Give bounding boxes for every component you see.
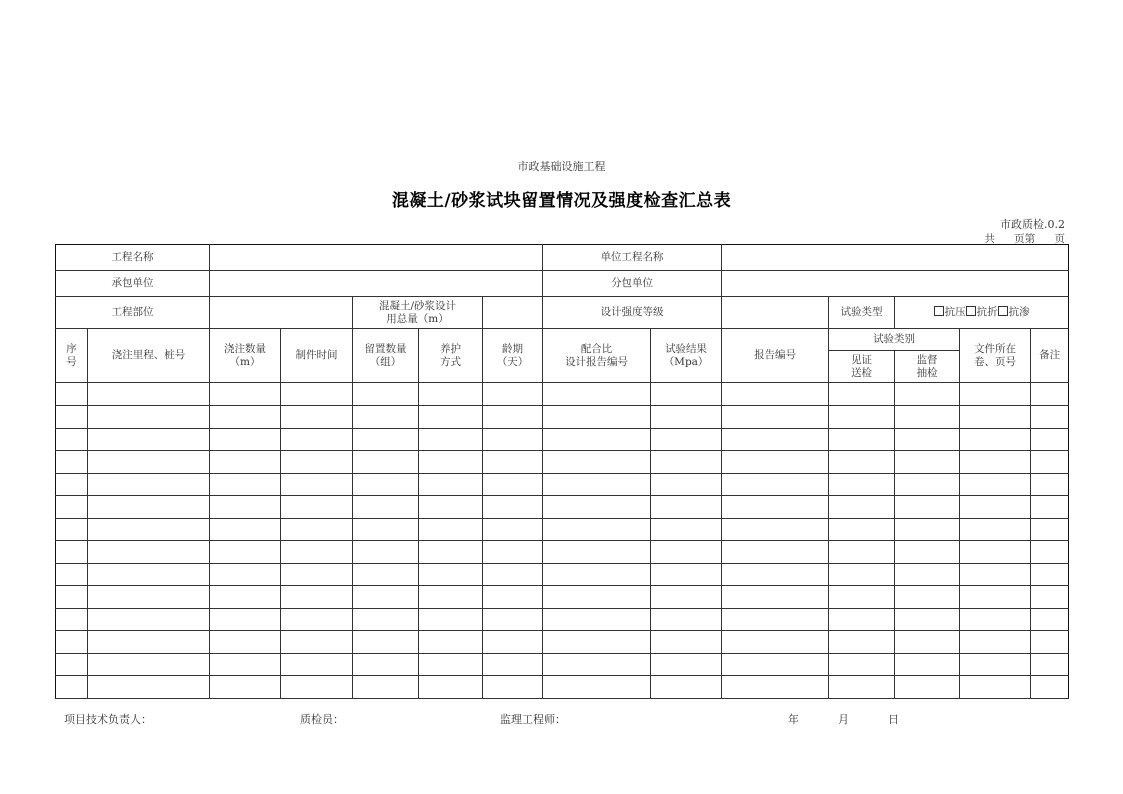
table-cell[interactable] (281, 564, 353, 586)
table-cell[interactable] (960, 496, 1031, 519)
table-row (56, 496, 1069, 519)
table-cell[interactable] (483, 429, 543, 451)
col-age-line2: （天） (496, 355, 529, 368)
table-cell[interactable] (960, 586, 1031, 609)
table-cell[interactable] (281, 676, 353, 699)
table-cell[interactable] (543, 631, 651, 654)
table-cell[interactable] (722, 519, 829, 541)
col-file-line2: 卷、页号 (974, 355, 1017, 368)
col-qty-line2: （m） (229, 355, 261, 368)
table-cell[interactable] (281, 586, 353, 609)
table-cell[interactable] (895, 474, 960, 496)
table-cell[interactable] (353, 541, 419, 564)
table-cell[interactable] (1031, 451, 1069, 474)
table-cell[interactable] (543, 406, 651, 429)
table-cell[interactable] (353, 631, 419, 654)
table-cell[interactable] (56, 676, 88, 699)
table-cell[interactable] (651, 496, 722, 519)
table-cell[interactable] (281, 406, 353, 429)
col-seq-header (56, 329, 88, 383)
table-cell[interactable] (543, 451, 651, 474)
table-cell[interactable] (829, 406, 895, 429)
table-cell[interactable] (722, 429, 829, 451)
table-cell[interactable] (543, 609, 651, 631)
table-cell[interactable] (56, 496, 88, 519)
col-keep-header (353, 329, 419, 383)
table-cell[interactable] (1031, 541, 1069, 564)
table-cell[interactable] (281, 496, 353, 519)
table-cell[interactable] (960, 406, 1031, 429)
table-cell[interactable] (960, 631, 1031, 654)
table-cell[interactable] (483, 519, 543, 541)
test-type-label: 试验类型 (829, 297, 895, 329)
table-cell[interactable] (281, 519, 353, 541)
table-cell[interactable] (1031, 383, 1069, 406)
table-cell[interactable] (960, 541, 1031, 564)
col-result-line1: 试验结果 (665, 342, 708, 355)
table-cell[interactable] (651, 451, 722, 474)
data-rows (56, 383, 1069, 699)
table-cell[interactable] (543, 586, 651, 609)
table-cell[interactable] (419, 474, 483, 496)
table-cell[interactable] (651, 474, 722, 496)
table-cell[interactable] (419, 609, 483, 631)
table-cell[interactable] (895, 586, 960, 609)
table-cell[interactable] (88, 586, 210, 609)
table-cell[interactable] (56, 474, 88, 496)
table-cell[interactable] (895, 519, 960, 541)
table-cell[interactable] (56, 631, 88, 654)
table-cell[interactable] (543, 383, 651, 406)
col-age-header (483, 329, 543, 383)
table-cell[interactable] (419, 406, 483, 429)
table-cell[interactable] (88, 383, 210, 406)
table-cell[interactable] (353, 654, 419, 676)
table-cell[interactable] (483, 631, 543, 654)
col-result-header (651, 329, 722, 383)
checkbox-flexural[interactable] (966, 306, 976, 316)
table-cell[interactable] (88, 676, 210, 699)
table-cell[interactable] (722, 564, 829, 586)
table-cell[interactable] (353, 474, 419, 496)
table-cell[interactable] (960, 519, 1031, 541)
table-cell[interactable] (210, 676, 281, 699)
supervisor-signature: 监理工程师： (500, 713, 566, 726)
table-cell[interactable] (651, 541, 722, 564)
table-cell[interactable] (1031, 564, 1069, 586)
grade-field[interactable] (722, 297, 829, 329)
table-cell[interactable] (88, 406, 210, 429)
table-cell[interactable] (829, 496, 895, 519)
table-cell[interactable] (543, 654, 651, 676)
table-cell[interactable] (56, 586, 88, 609)
col-witness-header (829, 351, 895, 383)
col-age-line1: 龄期 (502, 342, 524, 355)
table-cell[interactable] (829, 654, 895, 676)
table-cell[interactable] (960, 429, 1031, 451)
table-cell[interactable] (88, 429, 210, 451)
table-cell[interactable] (829, 609, 895, 631)
table-cell[interactable] (651, 383, 722, 406)
test-type-options (895, 297, 1069, 329)
table-cell[interactable] (419, 451, 483, 474)
unit-project-field[interactable] (722, 245, 1069, 271)
page-mid-label: 页第 (1014, 233, 1036, 245)
table-cell[interactable] (722, 406, 829, 429)
col-mix-line2: 设计报告编号 (565, 355, 629, 368)
checkbox-compression[interactable] (934, 306, 944, 316)
table-row (56, 519, 1069, 541)
date-month: 月 (838, 713, 849, 726)
col-result-line2: （Mpa） (663, 355, 709, 368)
table-cell[interactable] (210, 654, 281, 676)
table-cell[interactable] (353, 586, 419, 609)
table-cell[interactable] (483, 451, 543, 474)
table-cell[interactable] (829, 474, 895, 496)
table-cell[interactable] (210, 429, 281, 451)
table-cell[interactable] (829, 564, 895, 586)
table-cell[interactable] (960, 609, 1031, 631)
table-cell[interactable] (722, 631, 829, 654)
table-cell[interactable] (56, 429, 88, 451)
table-cell[interactable] (210, 609, 281, 631)
table-cell[interactable] (419, 519, 483, 541)
table-cell[interactable] (353, 383, 419, 406)
table-cell[interactable] (56, 451, 88, 474)
table-row (56, 631, 1069, 654)
table-cell[interactable] (353, 451, 419, 474)
date-year: 年 (788, 713, 799, 726)
page-end-label: 页 (1054, 233, 1065, 245)
table-cell[interactable] (419, 429, 483, 451)
table-cell[interactable] (829, 451, 895, 474)
table-cell[interactable] (483, 541, 543, 564)
table-row (56, 654, 1069, 676)
option-impermeability: 抗渗 (1008, 306, 1030, 318)
table-cell[interactable] (1031, 519, 1069, 541)
table-row (56, 676, 1069, 699)
unit-project-label: 单位工程名称 (543, 245, 722, 271)
col-supervise-line2: 抽检 (916, 366, 938, 379)
table-cell[interactable] (88, 609, 210, 631)
table-cell[interactable] (483, 496, 543, 519)
table-cell[interactable] (210, 406, 281, 429)
table-cell[interactable] (895, 631, 960, 654)
table-cell[interactable] (353, 429, 419, 451)
table-cell[interactable] (353, 519, 419, 541)
table-cell[interactable] (281, 541, 353, 564)
col-mix-line1: 配合比 (580, 342, 613, 355)
table-cell[interactable] (543, 429, 651, 451)
contractor-label: 承包单位 (56, 271, 210, 297)
table-cell[interactable] (483, 586, 543, 609)
table-cell[interactable] (651, 586, 722, 609)
table-row (56, 383, 1069, 406)
table-cell[interactable] (419, 564, 483, 586)
table-row (56, 451, 1069, 474)
table-cell[interactable] (1031, 654, 1069, 676)
table-cell[interactable] (651, 564, 722, 586)
col-seq-line2: 号 (66, 355, 77, 368)
document-category: 市政基础设施工程 (517, 160, 606, 173)
col-mileage-header: 浇注里程、桩号 (88, 329, 210, 383)
table-cell[interactable] (1031, 631, 1069, 654)
table-cell[interactable] (895, 451, 960, 474)
table-cell[interactable] (895, 609, 960, 631)
table-cell[interactable] (483, 406, 543, 429)
summary-form-table (55, 244, 1069, 699)
table-cell[interactable] (960, 654, 1031, 676)
col-category-header: 试验类别 (829, 329, 960, 351)
table-cell[interactable] (651, 609, 722, 631)
table-cell[interactable] (281, 654, 353, 676)
table-cell[interactable] (829, 586, 895, 609)
table-cell[interactable] (895, 383, 960, 406)
table-cell[interactable] (419, 631, 483, 654)
grade-label: 设计强度等级 (543, 297, 722, 329)
table-cell[interactable] (960, 451, 1031, 474)
table-cell[interactable] (829, 631, 895, 654)
table-cell[interactable] (419, 676, 483, 699)
table-cell[interactable] (419, 586, 483, 609)
col-qty-line1: 浇注数量 (224, 342, 266, 355)
table-row (56, 541, 1069, 564)
design-volume-label-line1: 混凝土/砂浆设计 (378, 299, 457, 312)
table-cell[interactable] (895, 654, 960, 676)
table-cell[interactable] (651, 654, 722, 676)
col-file-line1: 文件所在 (974, 342, 1017, 355)
table-cell[interactable] (895, 676, 960, 699)
table-row (56, 609, 1069, 631)
design-volume-label-line2: 用总量（m） (386, 312, 449, 325)
table-cell[interactable] (651, 429, 722, 451)
checkbox-impermeability[interactable] (998, 306, 1008, 316)
table-cell[interactable] (651, 631, 722, 654)
subcontractor-label: 分包单位 (543, 271, 722, 297)
table-cell[interactable] (483, 676, 543, 699)
table-cell[interactable] (210, 496, 281, 519)
col-remark-header: 备注 (1031, 329, 1069, 383)
table-cell[interactable] (88, 496, 210, 519)
table-row (56, 474, 1069, 496)
table-cell[interactable] (56, 519, 88, 541)
table-cell[interactable] (651, 519, 722, 541)
table-cell[interactable] (419, 383, 483, 406)
inspector-signature: 质检员： (300, 713, 344, 726)
table-cell[interactable] (829, 383, 895, 406)
table-cell[interactable] (1031, 676, 1069, 699)
table-cell[interactable] (56, 609, 88, 631)
table-cell[interactable] (543, 564, 651, 586)
table-cell[interactable] (88, 654, 210, 676)
date-day: 日 (888, 713, 899, 726)
col-keep-line1: 留置数量 (364, 342, 407, 355)
project-name-label: 工程名称 (56, 245, 210, 271)
table-cell[interactable] (281, 429, 353, 451)
table-cell[interactable] (419, 654, 483, 676)
table-cell[interactable] (960, 383, 1031, 406)
table-cell[interactable] (829, 676, 895, 699)
col-supervise-header (895, 351, 960, 383)
table-cell[interactable] (722, 654, 829, 676)
col-seq-line1: 序 (66, 342, 77, 355)
form-code: 市政质检.0.2 (1000, 218, 1065, 231)
option-flexural: 抗折 (976, 306, 998, 318)
col-keep-line2: （组） (369, 355, 402, 368)
col-cure-line2: 方式 (440, 355, 461, 368)
table-cell[interactable] (543, 519, 651, 541)
table-cell[interactable] (829, 541, 895, 564)
table-cell[interactable] (1031, 406, 1069, 429)
table-cell[interactable] (483, 564, 543, 586)
table-cell[interactable] (1031, 586, 1069, 609)
col-cure-header (419, 329, 483, 383)
project-name-field[interactable] (210, 245, 543, 271)
table-cell[interactable] (210, 586, 281, 609)
table-cell[interactable] (281, 474, 353, 496)
table-cell[interactable] (543, 474, 651, 496)
col-cure-line1: 养护 (440, 342, 461, 355)
table-cell[interactable] (1031, 496, 1069, 519)
table-cell[interactable] (88, 451, 210, 474)
option-compression: 抗压 (944, 306, 966, 318)
table-cell[interactable] (281, 451, 353, 474)
table-cell[interactable] (281, 383, 353, 406)
table-cell[interactable] (353, 676, 419, 699)
table-row (56, 586, 1069, 609)
table-row (56, 406, 1069, 429)
subcontractor-field[interactable] (722, 271, 1069, 297)
col-report-no-header: 报告编号 (722, 329, 829, 383)
table-cell[interactable] (895, 564, 960, 586)
table-cell[interactable] (722, 676, 829, 699)
table-cell[interactable] (210, 541, 281, 564)
table-cell[interactable] (722, 451, 829, 474)
table-cell[interactable] (210, 564, 281, 586)
table-cell[interactable] (651, 676, 722, 699)
table-cell[interactable] (419, 541, 483, 564)
table-cell[interactable] (543, 541, 651, 564)
table-cell[interactable] (88, 631, 210, 654)
table-cell[interactable] (56, 541, 88, 564)
table-cell[interactable] (722, 586, 829, 609)
table-cell[interactable] (88, 474, 210, 496)
table-cell[interactable] (1031, 474, 1069, 496)
document-title: 混凝土/砂浆试块留置情况及强度检查汇总表 (391, 191, 732, 211)
col-mix-header (543, 329, 651, 383)
table-cell[interactable] (895, 406, 960, 429)
table-cell[interactable] (281, 631, 353, 654)
table-cell[interactable] (281, 609, 353, 631)
table-cell[interactable] (56, 406, 88, 429)
col-supervise-line1: 监督 (916, 353, 938, 366)
table-cell[interactable] (353, 496, 419, 519)
table-cell[interactable] (1031, 609, 1069, 631)
table-cell[interactable] (88, 541, 210, 564)
table-cell[interactable] (419, 496, 483, 519)
table-cell[interactable] (722, 383, 829, 406)
table-cell[interactable] (56, 383, 88, 406)
table-cell[interactable] (483, 383, 543, 406)
table-cell[interactable] (722, 474, 829, 496)
col-file-header (960, 329, 1031, 383)
table-cell[interactable] (483, 609, 543, 631)
table-cell[interactable] (722, 609, 829, 631)
contractor-field[interactable] (210, 271, 543, 297)
tech-lead-signature: 项目技术负责人： (64, 713, 152, 726)
table-cell[interactable] (960, 564, 1031, 586)
table-cell[interactable] (353, 406, 419, 429)
table-cell[interactable] (353, 609, 419, 631)
table-cell[interactable] (1031, 429, 1069, 451)
table-cell[interactable] (210, 451, 281, 474)
table-cell[interactable] (895, 496, 960, 519)
table-cell[interactable] (543, 676, 651, 699)
table-cell[interactable] (483, 474, 543, 496)
table-cell[interactable] (210, 474, 281, 496)
col-qty-header (210, 329, 281, 383)
table-cell[interactable] (543, 496, 651, 519)
table-row (56, 429, 1069, 451)
col-witness-line1: 见证 (851, 353, 873, 366)
col-make-time-header: 制件时间 (281, 329, 353, 383)
table-cell[interactable] (88, 519, 210, 541)
col-witness-line2: 送检 (851, 366, 873, 379)
table-cell[interactable] (88, 564, 210, 586)
table-cell[interactable] (353, 564, 419, 586)
part-field[interactable] (210, 297, 353, 329)
table-cell[interactable] (960, 676, 1031, 699)
table-cell[interactable] (829, 429, 895, 451)
table-cell[interactable] (210, 631, 281, 654)
table-cell[interactable] (56, 654, 88, 676)
table-cell[interactable] (722, 541, 829, 564)
table-row (56, 564, 1069, 586)
table-cell[interactable] (210, 383, 281, 406)
table-cell[interactable] (895, 429, 960, 451)
part-label: 工程部位 (56, 297, 210, 329)
table-cell[interactable] (829, 519, 895, 541)
table-cell[interactable] (210, 519, 281, 541)
table-cell[interactable] (483, 654, 543, 676)
design-volume-label (353, 297, 483, 329)
page-total-label: 共 (984, 233, 995, 245)
table-cell[interactable] (56, 564, 88, 586)
table-cell[interactable] (895, 541, 960, 564)
table-cell[interactable] (722, 496, 829, 519)
table-cell[interactable] (651, 406, 722, 429)
table-cell[interactable] (960, 474, 1031, 496)
design-volume-field[interactable] (483, 297, 543, 329)
